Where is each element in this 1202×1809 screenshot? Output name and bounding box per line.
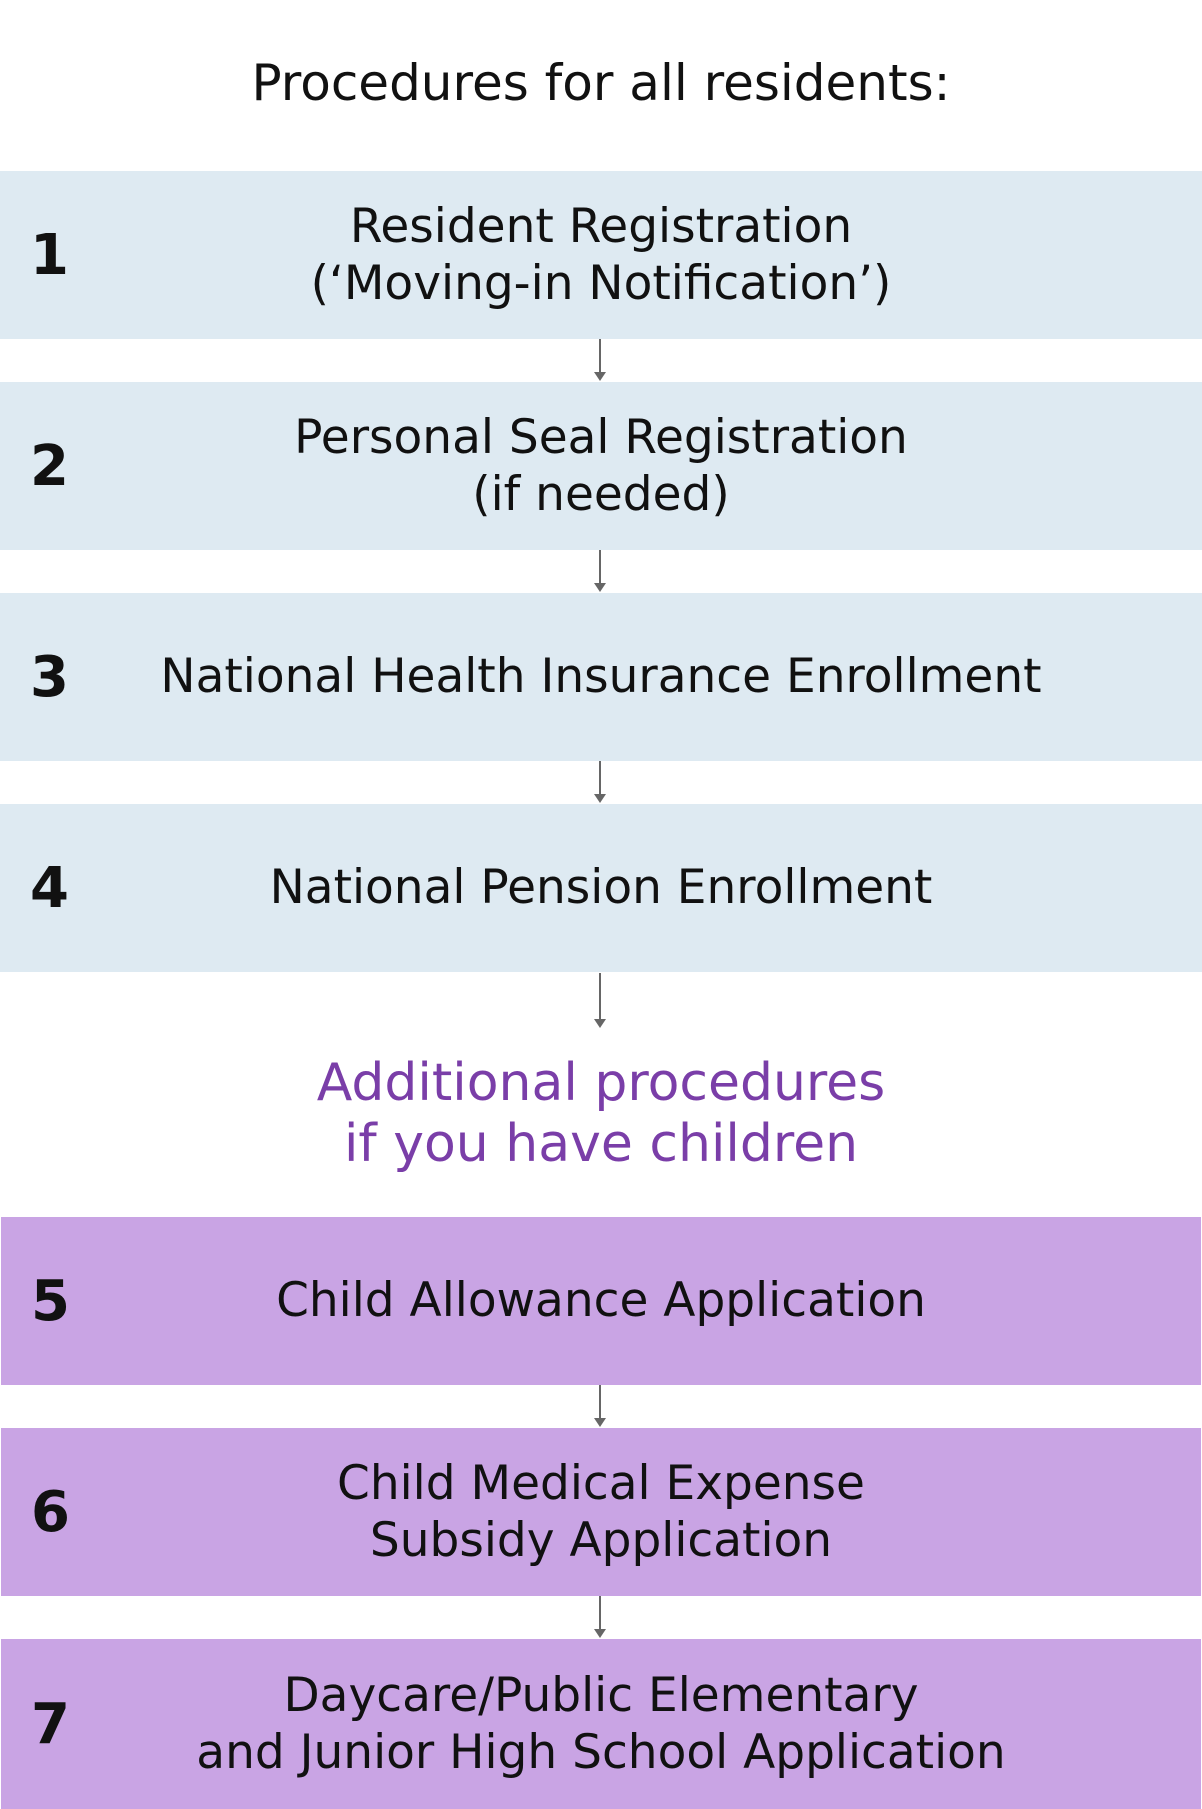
step-6-label bbox=[1, 1455, 1201, 1570]
step-2-box bbox=[0, 382, 1202, 550]
step-1-label-line-2: (‘Moving-in Notification’) bbox=[310, 256, 892, 311]
arrow-3-to-4 bbox=[594, 761, 606, 803]
step-5-number: 5 bbox=[31, 1268, 70, 1334]
step-3-label-line-1: National Health Insurance Enrollment bbox=[160, 649, 1042, 705]
step-7-label-line-2: and Junior High School Application bbox=[196, 1725, 1006, 1780]
step-3-box bbox=[0, 593, 1202, 761]
arrow-6-to-7 bbox=[594, 1596, 606, 1638]
section-title-children bbox=[0, 1053, 1202, 1176]
step-2-label-line-1: Personal Seal Registration bbox=[294, 409, 908, 465]
step-5-label-line-1: Child Allowance Application bbox=[276, 1273, 926, 1329]
step-2-number: 2 bbox=[30, 433, 69, 499]
step-4-box bbox=[0, 804, 1202, 972]
arrow-1-to-2 bbox=[594, 339, 606, 381]
section-title-children-line-1: Additional procedures bbox=[316, 1053, 886, 1113]
step-4-label-line-1: National Pension Enrollment bbox=[269, 860, 933, 916]
step-1-label-line-1: Resident Registration bbox=[349, 198, 853, 254]
step-3-label bbox=[0, 648, 1202, 705]
step-3-number: 3 bbox=[30, 644, 69, 710]
step-2-label-line-2: (if needed) bbox=[472, 467, 730, 522]
step-6-label-line-2: Subsidy Application bbox=[369, 1513, 833, 1568]
step-1-box bbox=[0, 171, 1202, 339]
step-1-label bbox=[0, 198, 1202, 313]
step-2-label bbox=[0, 409, 1202, 524]
step-6-box bbox=[1, 1428, 1201, 1596]
section-title-children-line-2: if you have children bbox=[343, 1114, 859, 1175]
section-title-all-residents: Procedures for all residents: bbox=[251, 54, 951, 112]
step-7-label bbox=[1, 1667, 1201, 1782]
step-5-box bbox=[1, 1217, 1201, 1385]
step-7-label-line-1: Daycare/Public Elementary bbox=[283, 1667, 919, 1723]
arrow-4-to-children bbox=[594, 973, 606, 1028]
step-4-label bbox=[0, 859, 1202, 916]
step-1-number: 1 bbox=[30, 222, 69, 288]
step-7-box bbox=[1, 1639, 1201, 1809]
step-5-label bbox=[1, 1272, 1201, 1329]
arrow-5-to-6 bbox=[594, 1385, 606, 1427]
step-6-number: 6 bbox=[31, 1479, 70, 1545]
step-7-number: 7 bbox=[31, 1691, 70, 1757]
step-6-label-line-1: Child Medical Expense bbox=[337, 1455, 865, 1511]
step-4-number: 4 bbox=[30, 855, 69, 921]
arrow-2-to-3 bbox=[594, 550, 606, 592]
